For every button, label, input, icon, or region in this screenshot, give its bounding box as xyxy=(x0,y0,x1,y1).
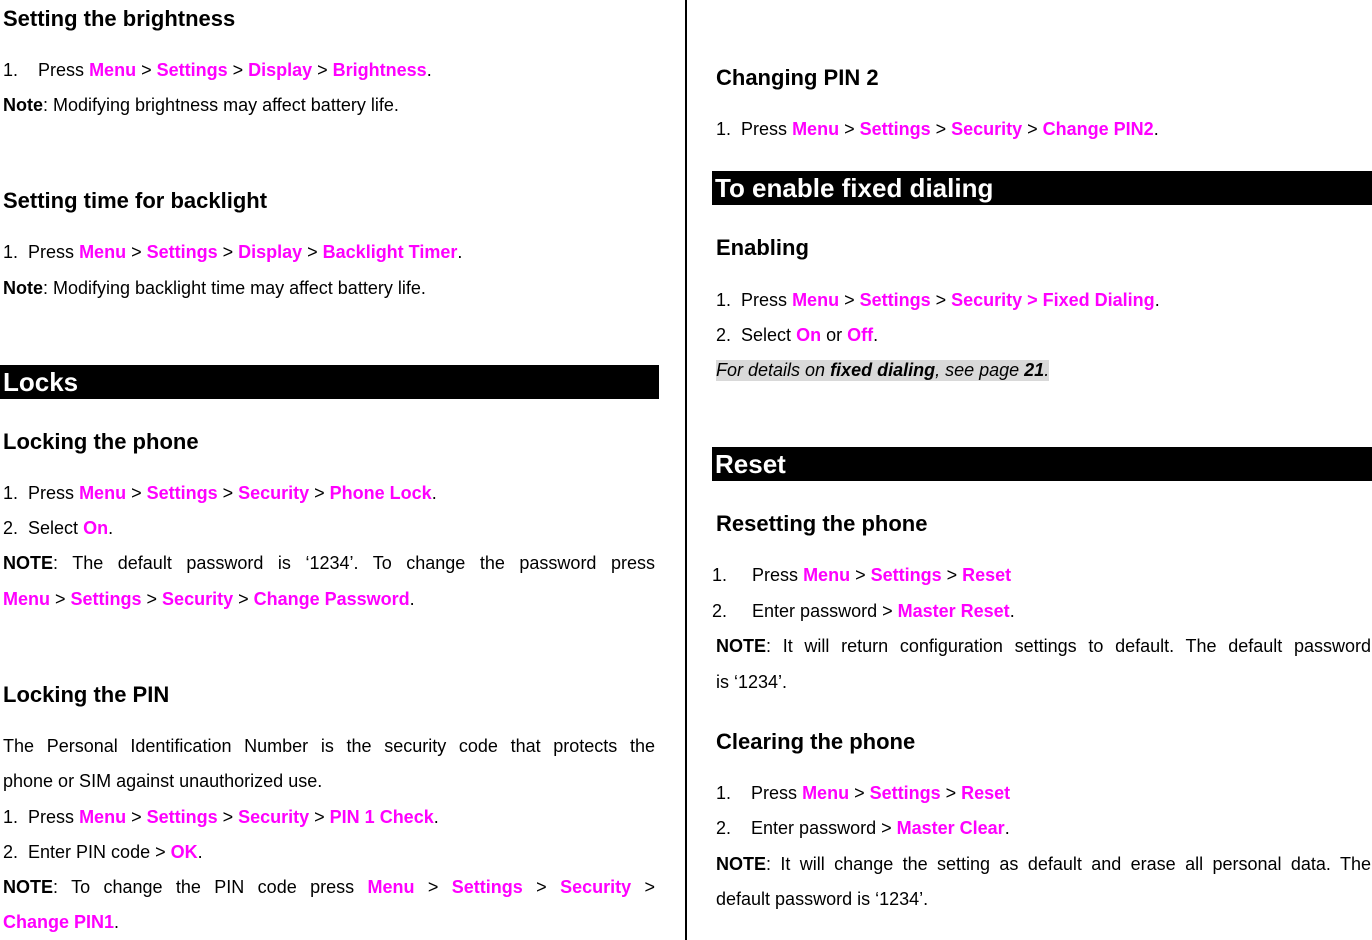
backlight-note: Note: Modifying backlight time may affect battery life. xyxy=(3,278,426,298)
brightness-link: Brightness xyxy=(332,60,427,80)
locking-pin-note: NOTE: To change the PIN code press Menu > Settings > Security > xyxy=(3,877,656,897)
locking-phone-step-1: 1. Press Menu > Settings > Security > Phone Lock. xyxy=(3,483,437,503)
security-link: Security xyxy=(162,589,234,609)
resetting-step-2: 2. Enter password > Master Reset. xyxy=(712,601,1015,621)
locking-phone-step-2: 2. Select On. xyxy=(3,518,114,538)
enabling-step-1: 1. Press Menu > Settings > Security > Fixed Dialing. xyxy=(716,290,1160,310)
section-heading-pin2: Changing PIN 2 xyxy=(716,65,879,90)
brightness-step-1: 1. Press Menu > Settings > Display > Brightness. xyxy=(3,60,432,80)
security-fixed-dialing-link: Security > Fixed Dialing xyxy=(951,290,1155,310)
menu-link: Menu xyxy=(79,483,127,503)
enabling-step-2: 2. Select On or Off. xyxy=(716,325,879,345)
locking-phone-note: NOTE: The default password is ‘1234’. To change the password press xyxy=(3,553,655,573)
resetting-note-line-2: is ‘1234’. xyxy=(716,672,788,692)
master-reset-link: Master Reset xyxy=(897,601,1010,621)
menu-link: Menu xyxy=(89,60,137,80)
pin1-check-link: PIN 1 Check xyxy=(329,807,434,827)
on-option: On xyxy=(796,325,822,345)
locking-pin-step-2: 2. Enter PIN code > OK. xyxy=(3,842,203,862)
clearing-step-2: 2. Enter password > Master Clear. xyxy=(716,818,1010,838)
clearing-step-1: 1. Press Menu > Settings > Reset xyxy=(716,783,1011,803)
section-heading-enabling: Enabling xyxy=(716,235,809,260)
settings-link: Settings xyxy=(70,589,142,609)
on-option: On xyxy=(83,518,109,538)
settings-link: Settings xyxy=(146,242,218,262)
menu-link: Menu xyxy=(803,565,851,585)
settings-link: Settings xyxy=(451,877,523,897)
section-heading-backlight: Setting time for backlight xyxy=(3,188,268,213)
backlight-timer-link: Backlight Timer xyxy=(322,242,458,262)
phone-lock-link: Phone Lock xyxy=(329,483,432,503)
change-password-link: Change Password xyxy=(253,589,410,609)
menu-link: Menu xyxy=(79,242,127,262)
brightness-note: Note: Modifying brightness may affect battery life. xyxy=(3,95,399,115)
resetting-step-1: 1. Press Menu > Settings > Reset xyxy=(712,565,1012,585)
master-clear-link: Master Clear xyxy=(896,818,1005,838)
security-link: Security xyxy=(238,483,310,503)
locking-pin-desc-line-2: phone or SIM against unauthorized use. xyxy=(3,771,323,791)
menu-link: Menu xyxy=(79,807,127,827)
locking-pin-note-change: Change PIN1. xyxy=(3,912,120,932)
settings-link: Settings xyxy=(146,807,218,827)
menu-link: Menu xyxy=(792,290,840,310)
display-link: Display xyxy=(248,60,313,80)
fixed-dialing-section-bar: To enable fixed dialing xyxy=(712,171,1372,205)
display-link: Display xyxy=(238,242,303,262)
reset-link: Reset xyxy=(961,783,1011,803)
reset-section-bar: Reset xyxy=(712,447,1372,481)
locking-pin-step-1: 1. Press Menu > Settings > Security > PIN 1 Check. xyxy=(3,807,439,827)
column-divider xyxy=(685,0,687,940)
section-heading-brightness: Setting the brightness xyxy=(3,6,236,31)
reset-link: Reset xyxy=(962,565,1012,585)
settings-link: Settings xyxy=(859,119,931,139)
settings-link: Settings xyxy=(156,60,228,80)
section-heading-locking-phone: Locking the phone xyxy=(3,429,199,454)
ok-option: OK xyxy=(170,842,198,862)
menu-link: Menu xyxy=(367,877,415,897)
section-heading-resetting: Resetting the phone xyxy=(716,511,928,536)
settings-link: Settings xyxy=(870,565,942,585)
menu-link: Menu xyxy=(792,119,840,139)
locking-pin-desc-line-1: The Personal Identification Number is the security code that protects the xyxy=(3,736,655,756)
locks-section-bar: Locks xyxy=(0,365,659,399)
section-heading-clearing: Clearing the phone xyxy=(716,729,916,754)
change-pin2-link: Change PIN2 xyxy=(1042,119,1154,139)
change-pin1-link: Change PIN1 xyxy=(3,912,115,932)
settings-link: Settings xyxy=(869,783,941,803)
pin2-step-1: 1. Press Menu > Settings > Security > Change PIN2. xyxy=(716,119,1159,139)
security-link: Security xyxy=(560,877,632,897)
menu-link: Menu xyxy=(3,589,50,609)
menu-link: Menu xyxy=(802,783,850,803)
settings-link: Settings xyxy=(859,290,931,310)
clearing-note-line-2: default password is ‘1234’. xyxy=(716,889,929,909)
security-link: Security xyxy=(238,807,310,827)
off-option: Off xyxy=(847,325,874,345)
section-heading-locking-pin: Locking the PIN xyxy=(3,682,170,707)
security-link: Security xyxy=(951,119,1023,139)
clearing-note: NOTE: It will change the setting as default and erase all personal data. The xyxy=(716,854,1371,874)
locking-phone-note-path: Menu > Settings > Security > Change Password. xyxy=(3,589,415,609)
settings-link: Settings xyxy=(146,483,218,503)
resetting-note: NOTE: It will return configuration settings to default. The default password xyxy=(716,636,1371,656)
fixed-dialing-page-reference: For details on fixed dialing, see page 21. xyxy=(716,360,1050,380)
backlight-step-1: 1. Press Menu > Settings > Display > Backlight Timer. xyxy=(3,242,463,262)
